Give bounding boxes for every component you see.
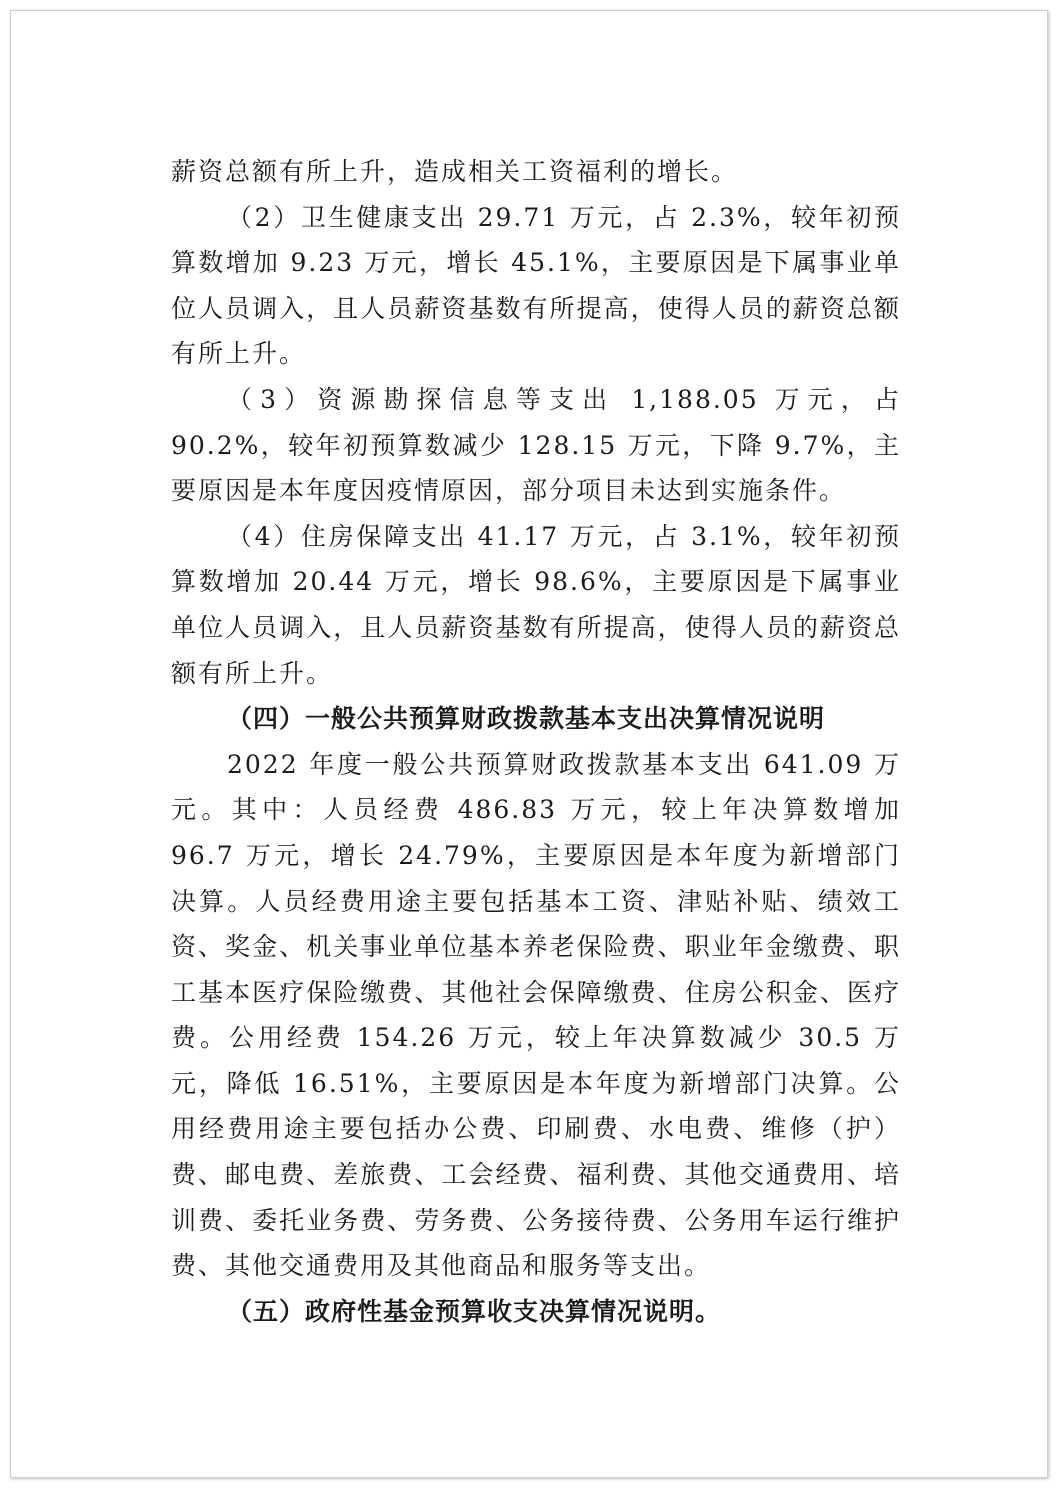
document-page: [10, 10, 1048, 1478]
paragraph-housing-expenditure: （4）住房保障支出 41.17 万元，占 3.1%，较年初预算数增加 20.44 万元，增长 98.6%，主要原因是下属事业单位人员调入，且人员薪资基数有所提高，使得人员的薪资总额有所上升。: [171, 521, 901, 688]
section-heading-basic-expenditure: （四）一般公共预算财政拨款基本支出决算情况说明: [227, 704, 826, 734]
paragraph-health-expenditure: （2）卫生健康支出 29.71 万元，占 2.3%，较年初预算数增加 9.23 万元，增长 45.1%，主要原因是下属事业单位人员调入，且人员薪资基数有所提高，使得人员的薪资总额有所上升。: [171, 202, 901, 369]
paragraph-basic-expenditure: 2022 年度一般公共预算财政拨款基本支出 641.09 万元。其中：人员经费 486.83 万元，较上年决算数增加 96.7 万元，增长 24.79%，主要原因是本年度为新增部门决算。人员经费用途主要包括基本工资、津贴补贴、绩效工资、奖金、机关事业单位基本养老保险费、职业年金缴费、职工基本医疗保险缴费、其他社会保障缴费、住房公积金、医疗费。公用经费 154.26 万元，较上年决算数减少 30.5 万元，降低 16.51%，主要原因是本年度为新增部门决算。公用经费用途主要包括办公费、印刷费、水电费、维修（护）费、邮电费、差旅费、工会经费、福利费、其他交通费用、培训费、委托业务费、劳务费、公务接待费、公务用车运行维护费、其他交通费用及其他商品和服务等支出。: [171, 749, 901, 1281]
paragraph-continuation: 薪资总额有所上升，造成相关工资福利的增长。: [171, 157, 739, 186]
section-heading-government-fund: （五）政府性基金预算收支决算情况说明。: [227, 1296, 722, 1326]
paragraph-resource-expenditure: （3）资源勘探信息等支出 1,188.05 万元，占 90.2%，较年初预算数减少 128.15 万元，下降 9.7%，主要原因是本年度因疫情原因，部分项目未达到实施条件。: [171, 384, 901, 506]
document-body: [171, 149, 901, 1334]
